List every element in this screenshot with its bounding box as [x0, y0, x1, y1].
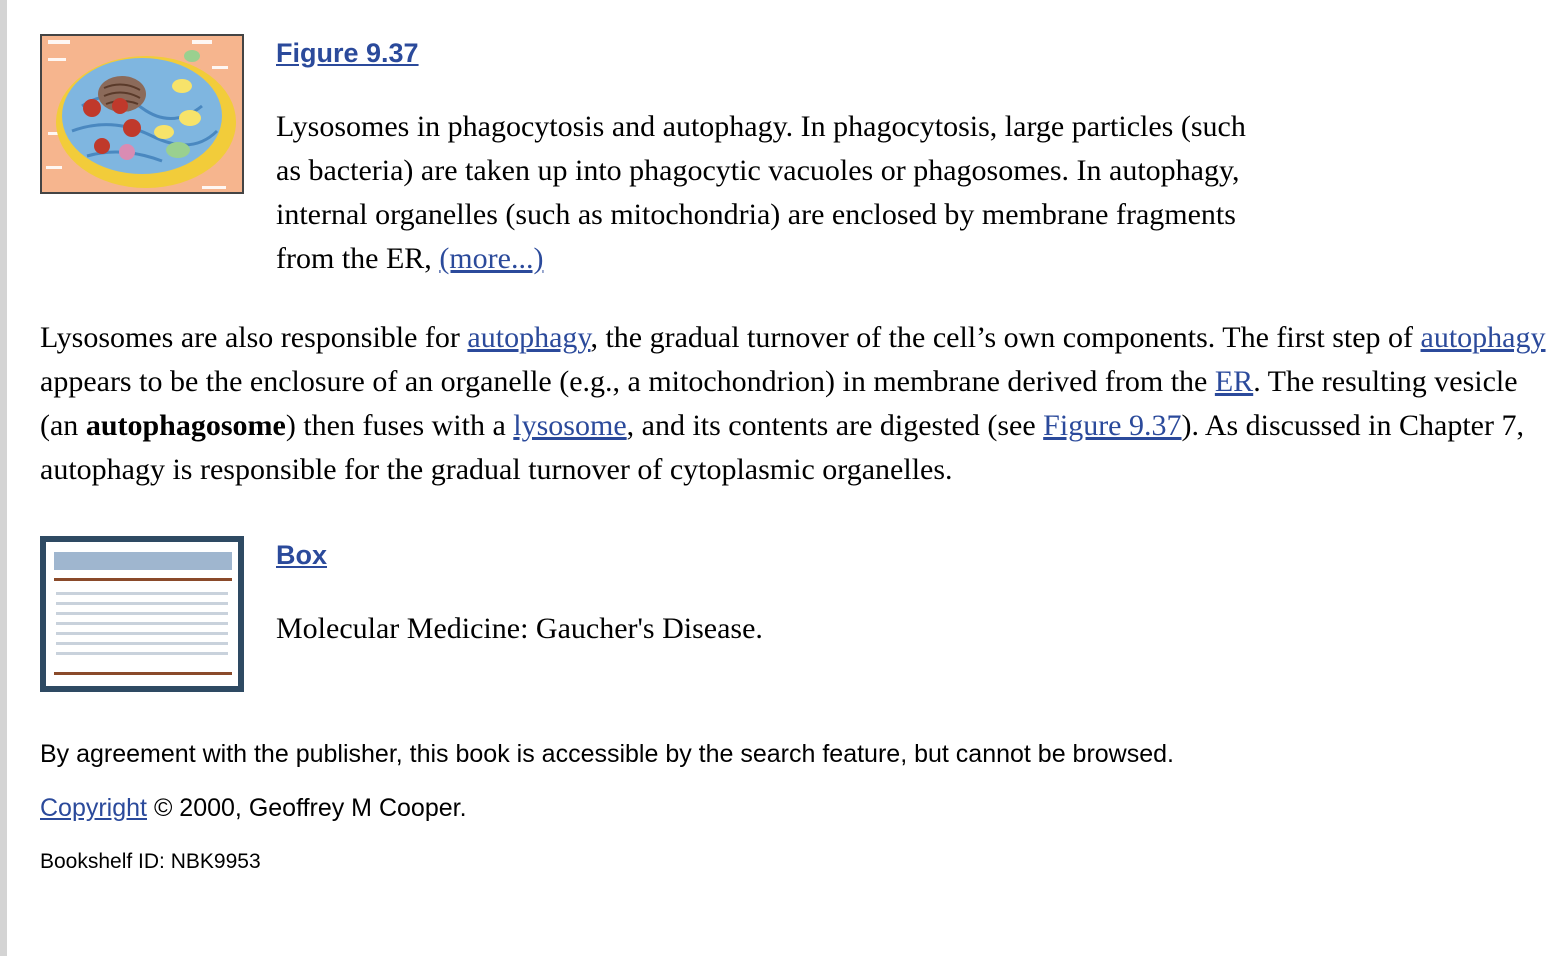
box-title-link[interactable]: Box	[276, 540, 328, 570]
figure-9-37-caption-block	[276, 38, 1276, 281]
box-caption: Molecular Medicine: Gaucher's Disease.	[276, 612, 763, 645]
box-thumbnail[interactable]	[40, 536, 244, 692]
para-text-1: Lysosomes are also responsible for	[40, 321, 468, 354]
figure-caption-text: Lysosomes in phagocytosis and autophagy. In phagocytosis, large particles (such as bacteria) are taken up into phagocytic vacuoles or phagosomes. In autophagy, internal organelles (such as mitochondria) are enclosed by membrane fragments from the ER,	[276, 110, 1246, 275]
para-text-6: , and its contents are digested (see	[626, 409, 1044, 442]
figure-9-37-title-link[interactable]: Figure 9.37	[276, 38, 419, 68]
para-text-5: ) then fuses with a	[285, 409, 514, 442]
autophagosome-term: autophagosome	[85, 409, 286, 442]
more-link[interactable]: (more...)	[439, 242, 544, 275]
er-link[interactable]: ER	[1214, 365, 1254, 398]
para-text-4: . The resulting vesicle (an	[40, 365, 1518, 442]
copyright-line	[40, 792, 467, 824]
left-scroll-rule	[0, 0, 7, 956]
para-text-3: appears to be the enclosure of an organelle (e.g., a mitochondrion) in membrane derived from the	[40, 365, 1215, 398]
box-caption-block	[276, 540, 1276, 651]
cell-diagram-icon	[42, 36, 242, 192]
para-text-7: ). As discussed in Chapter 7, autophagy is responsible for the gradual turnover of cytoplasmic organelles.	[40, 409, 1524, 486]
bookshelf-id: Bookshelf ID: NBK9953	[40, 850, 261, 873]
lysosome-link[interactable]: lysosome	[513, 409, 627, 442]
figure-9-37-caption	[276, 105, 1276, 281]
publisher-notice: By agreement with the publisher, this book is accessible by the search feature, but cannot be browsed.	[40, 740, 1174, 768]
autophagy-link-2[interactable]: autophagy	[1420, 321, 1546, 354]
figure-9-37-thumbnail[interactable]	[40, 34, 244, 194]
copyright-text: © 2000, Geoffrey M Cooper.	[147, 794, 467, 822]
body-paragraph	[40, 316, 1550, 492]
text-box-icon	[42, 538, 242, 690]
copyright-link[interactable]: Copyright	[40, 794, 147, 822]
autophagy-link-1[interactable]: autophagy	[467, 321, 591, 354]
para-text-2: , the gradual turnover of the cell’s own components. The first step of	[590, 321, 1421, 354]
figure-9-37-inline-link[interactable]: Figure 9.37	[1043, 409, 1182, 442]
